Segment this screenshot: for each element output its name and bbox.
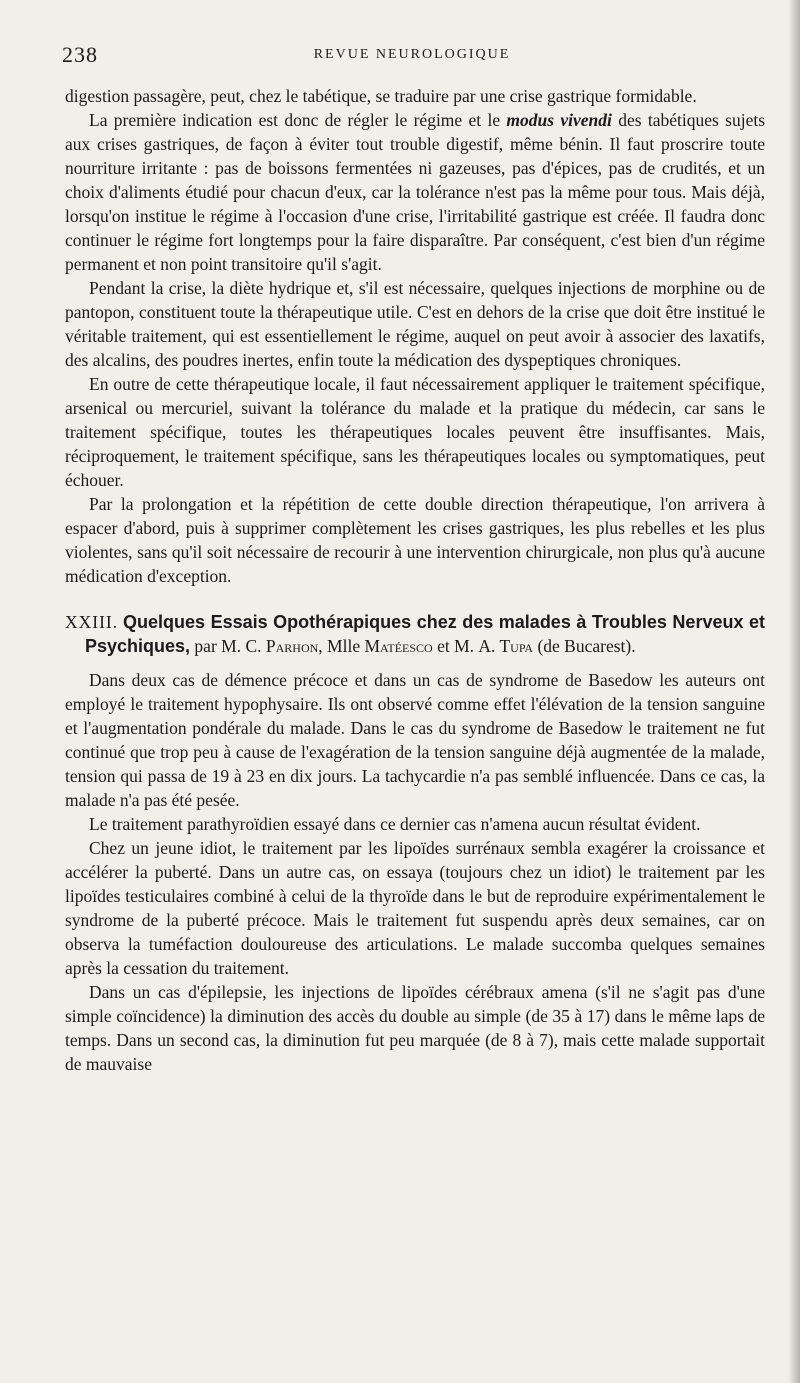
paragraph: Dans deux cas de démence précoce et dans un cas de syndrome de Basedow les auteurs ont employé le traitement hypophysaire. Ils ont observé comme effet l'élévation de la tension sanguine et l'augmentation pondérale du malade. Dans le cas du syndrome de Basedow le traitement ne fut continué que trop peu à cause de l'exagération de la tension sanguine déjà augmentée de la malade, tension qui passa de 19 à 23 en dix jours. La tachycardie n'a pas semblé influencée. Dans ce cas, la malade n'a pas été pesée. <box>65 670 765 810</box>
running-head: REVUE NEUROLOGIQUE <box>313 47 511 62</box>
byline-text: , Mlle <box>318 636 365 656</box>
section-number: XXIII. <box>65 612 119 632</box>
paragraph-text: des tabétiques sujets aux crises gastriques, de façon à éviter tout trouble digestif, même bénin. Il faut proscrire toute nourriture irritante : pas de boissons fermentées ni gazeuses, pas d'épices, pas de crudités, et un choix d'aliments étudié pour chacun d'eux, car la tolérance n'est pas la même pour tous. Mais déjà, lorsqu'on institue le régime à l'occasion d'une crise, l'irritabilité gastrique est créée. Il faudra donc continuer le régime fort longtemps pour la faire disparaître. Par conséquent, c'est bien d'un régime permanent et non point transitoire qu'il s'agit. <box>65 110 766 274</box>
paragraph: digestion passagère, peut, chez le tabétique, se traduire par une crise gastrique formidable. <box>65 86 697 106</box>
author-name: Matéesco <box>364 636 433 656</box>
page-spine-shadow <box>788 0 800 1383</box>
byline-text: et M. <box>432 636 479 656</box>
paragraph <box>65 108 765 276</box>
page-body <box>65 84 765 1076</box>
section-title: Quelques Essais Opothérapiques chez des malades à Troubles Nerveux et Psychiques, <box>85 612 765 656</box>
section-heading <box>65 610 765 658</box>
author-name: A. Tupa <box>478 636 534 656</box>
byline-text: par M. <box>190 636 246 656</box>
paragraph: Pendant la crise, la diète hydrique et, s'il est nécessaire, quelques injections de morphine ou de pantopon, constituent toute la thérapeutique utile. C'est en dehors de la crise que doit être institué le véritable traitement, qui est essentiellement le régime, auquel on peut avoir à associer des laxatifs, des alcalins, des poudres inertes, enfin toute la médication des dyspeptiques chroniques. <box>65 278 765 370</box>
page-header <box>62 42 762 72</box>
page-number: 238 <box>62 42 98 67</box>
paragraph: Dans un cas d'épilepsie, les injections de lipoïdes cérébraux amena (s'il ne s'agit pas d'une simple coïncidence) la diminution des accès du double au simple (de 35 à 17) dans le même laps de temps. Dans un second cas, la diminution fut peu marquée (de 8 à 7), mais cette malade supportait de mauvaise <box>65 982 765 1074</box>
paragraph: Chez un jeune idiot, le traitement par les lipoïdes surrénaux sembla exagérer la croissance et accélérer la puberté. Dans un autre cas, on essaya (toujours chez un idiot) le traitement par les lipoïdes testiculaires combiné à celui de la thyroïde dans le but de reproduire expérimentalement le syndrome de la puberté précoce. Mais le traitement fut suspendu après deux semaines, car on observa la tuméfaction douloureuse des articulations. Le malade succomba quelques semaines après la cessation du traitement. <box>65 838 765 978</box>
paragraph: Le traitement parathyroïdien essayé dans ce dernier cas n'amena aucun résultat évident. <box>89 814 701 834</box>
paragraph-text: La première indication est donc de régler le régime et le <box>89 110 507 130</box>
emphasis-text: modus vivendi <box>506 110 612 130</box>
author-affiliation: (de Bucarest). <box>533 636 636 656</box>
author-name: C. Parhon <box>245 636 319 656</box>
paragraph: En outre de cette thérapeutique locale, il faut nécessairement appliquer le traitement spécifique, arsenical ou mercuriel, suivant la tolérance du malade et la pratique du médecin, car sans le traitement spécifique, toutes les thérapeutiques locales peuvent être insuffisantes. Mais, réciproquement, le traitement spécifique, sans les thérapeutiques locales ou symptomatiques, peut échouer. <box>65 374 765 490</box>
paragraph: Par la prolongation et la répétition de cette double direction thérapeutique, l'on arrivera à espacer d'abord, puis à supprimer complètement les crises gastriques, les plus rebelles et les plus violentes, sans qu'il soit nécessaire de recourir à une intervention chirurgicale, non plus qu'à aucune médication d'exception. <box>65 494 765 586</box>
